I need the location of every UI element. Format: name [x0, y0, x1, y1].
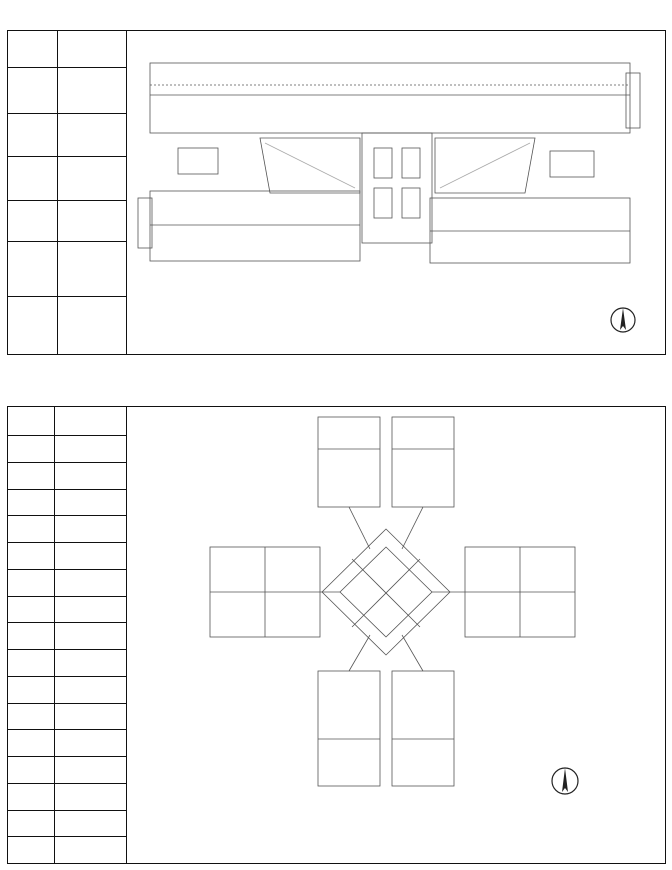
unit-type	[54, 783, 126, 810]
table-row	[8, 516, 127, 543]
room-number	[8, 543, 55, 570]
table-row	[8, 157, 127, 201]
room-number	[8, 757, 55, 784]
room-number	[8, 650, 55, 677]
table-row	[8, 650, 127, 677]
unit-type	[54, 569, 126, 596]
unit-type	[54, 623, 126, 650]
unit-type	[54, 757, 126, 784]
table-row	[8, 569, 127, 596]
gy-unit-table	[7, 30, 127, 355]
table-row	[8, 757, 127, 784]
unit-type	[54, 543, 126, 570]
unit-type	[54, 489, 126, 516]
unit-type	[54, 837, 126, 864]
unit-type	[54, 516, 126, 543]
table-row	[8, 703, 127, 730]
room-number	[8, 623, 55, 650]
room-number	[8, 783, 55, 810]
room-number	[8, 516, 55, 543]
room-number	[8, 676, 55, 703]
unit-type	[57, 114, 126, 157]
unit-type	[57, 68, 126, 114]
table-row	[8, 676, 127, 703]
north-arrow-icon	[552, 768, 578, 794]
unit-type	[54, 676, 126, 703]
room-number	[8, 596, 55, 623]
room-number	[8, 837, 55, 864]
room-number	[8, 157, 58, 201]
table-row	[8, 543, 127, 570]
header-type	[57, 31, 126, 68]
table-row	[8, 730, 127, 757]
table-row	[8, 810, 127, 837]
unit-type	[54, 462, 126, 489]
unit-type	[57, 297, 126, 355]
l1-table-header	[8, 407, 127, 436]
table-row	[8, 68, 127, 114]
unit-type	[54, 650, 126, 677]
room-number	[8, 114, 58, 157]
header-room	[8, 31, 58, 68]
table-row	[8, 596, 127, 623]
l1-unit-table	[7, 406, 127, 864]
room-number	[8, 703, 55, 730]
table-row	[8, 436, 127, 463]
room-number	[8, 810, 55, 837]
table-row	[8, 489, 127, 516]
unit-type	[57, 201, 126, 242]
table-row	[8, 623, 127, 650]
room-number	[8, 68, 58, 114]
unit-type	[54, 810, 126, 837]
unit-type	[54, 436, 126, 463]
room-number	[8, 297, 58, 355]
unit-type	[57, 242, 126, 297]
room-number	[8, 201, 58, 242]
unit-type	[57, 157, 126, 201]
table-row	[8, 783, 127, 810]
unit-type	[54, 730, 126, 757]
room-number	[8, 436, 55, 463]
gy-table-header	[8, 31, 127, 68]
l1-floor-plan	[130, 409, 664, 861]
table-row	[8, 462, 127, 489]
room-number	[8, 489, 55, 516]
room-number	[8, 569, 55, 596]
gy-floor-plan	[130, 33, 664, 353]
table-row	[8, 837, 127, 864]
unit-type	[54, 596, 126, 623]
north-arrow-icon	[611, 308, 635, 332]
header-type	[54, 407, 126, 436]
room-number	[8, 730, 55, 757]
room-number	[8, 242, 58, 297]
table-row	[8, 297, 127, 355]
room-number	[8, 462, 55, 489]
table-row	[8, 242, 127, 297]
table-row	[8, 114, 127, 157]
unit-type	[54, 703, 126, 730]
header-room	[8, 407, 55, 436]
table-row	[8, 201, 127, 242]
